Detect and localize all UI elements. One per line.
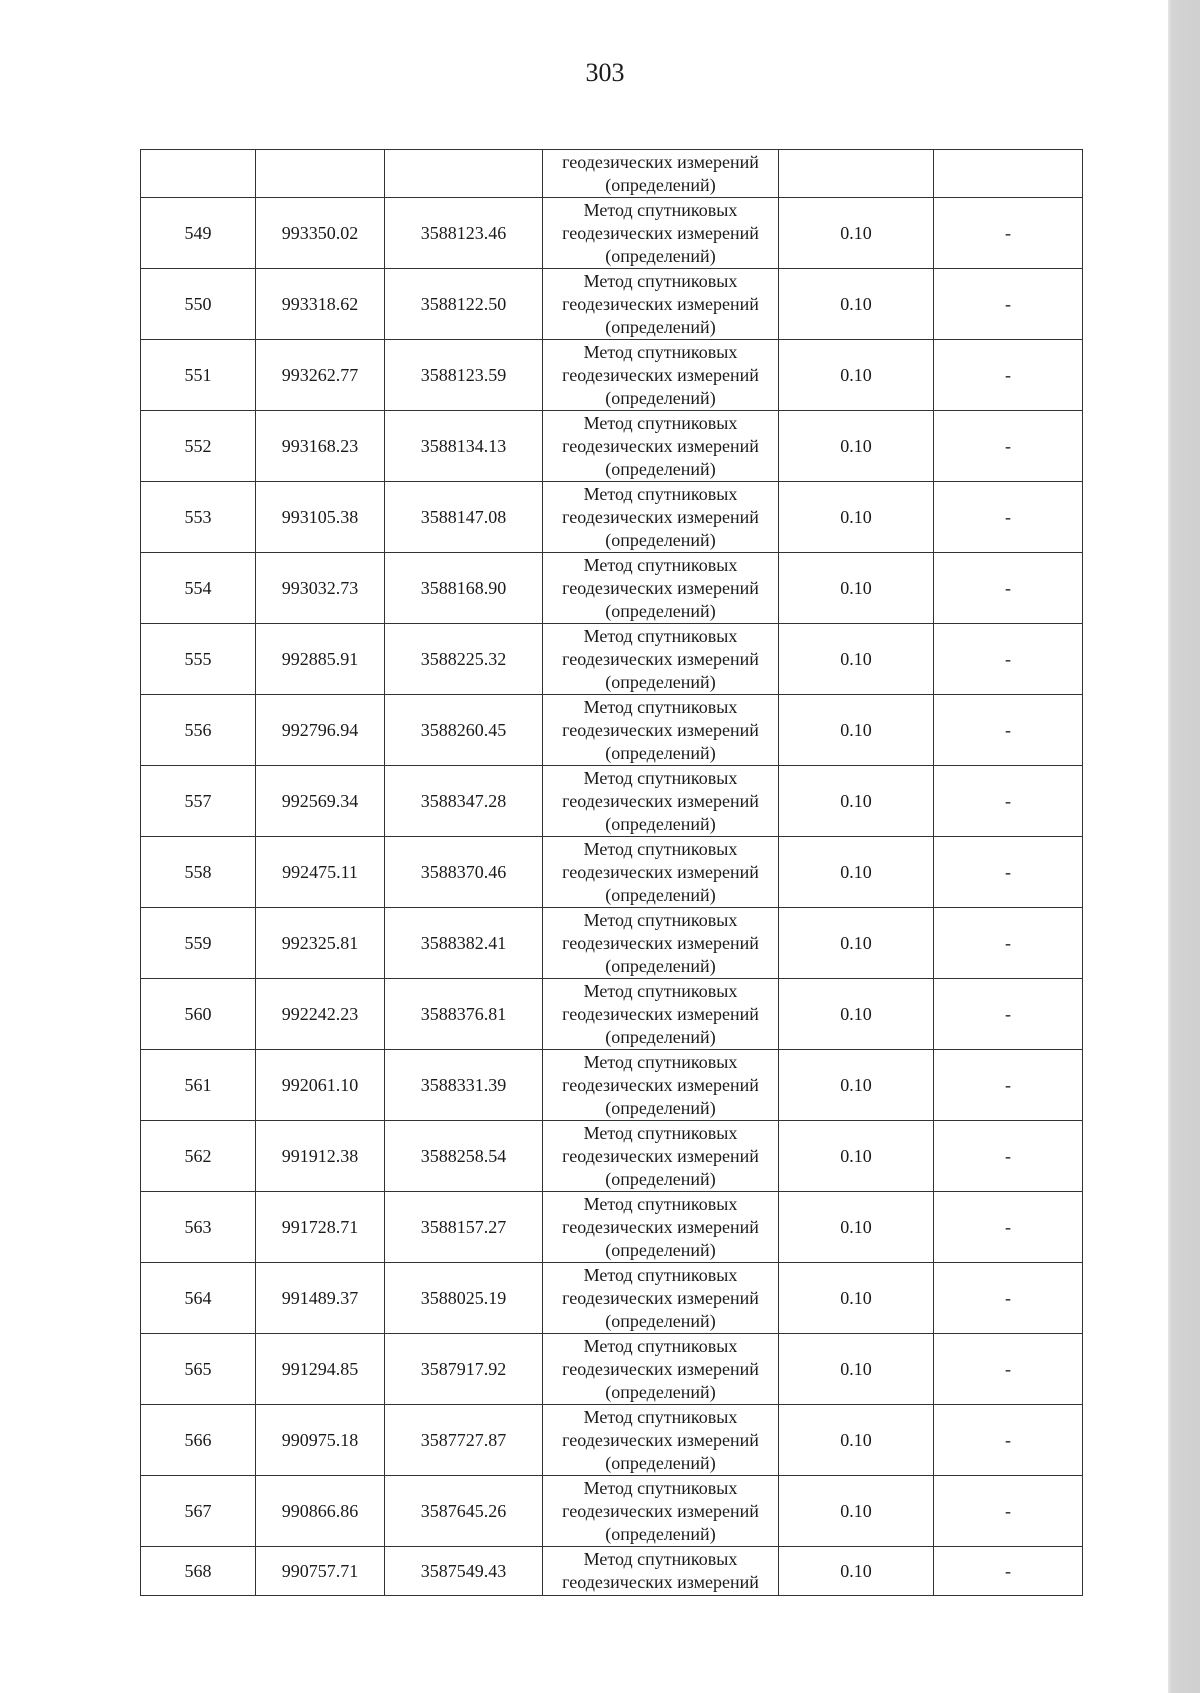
cell-method [543,340,779,411]
method-line: геодезических измерений [562,1358,759,1379]
cell-number: 553 [141,482,256,553]
method-line: Метод спутниковых [583,1264,738,1285]
method-line: (определений) [605,813,716,834]
cell-note: - [934,340,1083,411]
table-row [141,1121,1083,1192]
method-line: Метод спутниковых [583,412,738,433]
cell-y: 3588157.27 [385,1192,543,1263]
cell-accuracy: 0.10 [779,1192,934,1263]
cell-number: 560 [141,979,256,1050]
cell-accuracy: 0.10 [779,837,934,908]
cell-number [141,150,256,198]
cell-number: 551 [141,340,256,411]
cell-note: - [934,1263,1083,1334]
cell-number: 558 [141,837,256,908]
cell-x: 993032.73 [256,553,385,624]
table-row [141,198,1083,269]
cell-y: 3588258.54 [385,1121,543,1192]
cell-method [543,269,779,340]
table-row [141,553,1083,624]
method-line: Метод спутниковых [583,1549,738,1569]
table-row [141,1050,1083,1121]
cell-number: 556 [141,695,256,766]
method-line: геодезических измерений [562,364,759,385]
cell-number: 563 [141,1192,256,1263]
method-line: (определений) [605,1523,716,1544]
cell-note: - [934,1547,1083,1596]
cell-method [543,1547,779,1596]
cell-method [543,1263,779,1334]
cell-accuracy: 0.10 [779,908,934,979]
method-line: Метод спутниковых [583,1193,738,1214]
method-line: (определений) [605,600,716,621]
cell-accuracy [779,150,934,198]
cell-y: 3588376.81 [385,979,543,1050]
method-line: (определений) [605,245,716,266]
cell-accuracy: 0.10 [779,1547,934,1596]
cell-y: 3588134.13 [385,411,543,482]
table-row [141,1263,1083,1334]
cell-number: 565 [141,1334,256,1405]
table-row [141,624,1083,695]
method-line: (определений) [605,955,716,976]
cell-method [543,198,779,269]
cell-x: 992475.11 [256,837,385,908]
cell-x: 990757.71 [256,1547,385,1596]
cell-note: - [934,624,1083,695]
cell-method [543,624,779,695]
cell-note: - [934,695,1083,766]
cell-note: - [934,1050,1083,1121]
cell-accuracy: 0.10 [779,695,934,766]
cell-x: 992242.23 [256,979,385,1050]
method-line: (определений) [605,174,716,195]
cell-accuracy: 0.10 [779,411,934,482]
cell-x: 990975.18 [256,1405,385,1476]
cell-y: 3588331.39 [385,1050,543,1121]
cell-number: 561 [141,1050,256,1121]
cell-x: 993168.23 [256,411,385,482]
method-line: (определений) [605,1097,716,1118]
cell-y [385,150,543,198]
cell-x [256,150,385,198]
cell-accuracy: 0.10 [779,624,934,695]
table-row [141,1547,1083,1596]
cell-note: - [934,908,1083,979]
cell-x: 992569.34 [256,766,385,837]
method-line: геодезических измерений [562,222,759,243]
cell-accuracy: 0.10 [779,1050,934,1121]
cell-y: 3588382.41 [385,908,543,979]
cell-number: 566 [141,1405,256,1476]
cell-note: - [934,837,1083,908]
method-line: Метод спутниковых [583,838,738,859]
method-line: геодезических измерений [562,790,759,811]
cell-method [543,695,779,766]
page-edge-shadow [1168,0,1200,1693]
cell-number: 554 [141,553,256,624]
cell-note: - [934,1405,1083,1476]
method-line: (определений) [605,1026,716,1047]
cell-x: 993105.38 [256,482,385,553]
cell-accuracy: 0.10 [779,1334,934,1405]
method-line: Метод спутниковых [583,341,738,362]
cell-note: - [934,198,1083,269]
method-line: геодезических измерений [562,577,759,598]
method-line: геодезических измерений [562,293,759,314]
cell-accuracy: 0.10 [779,1476,934,1547]
method-line: (определений) [605,1452,716,1473]
method-line: Метод спутниковых [583,1122,738,1143]
cell-accuracy: 0.10 [779,482,934,553]
method-line: геодезических измерений [562,435,759,456]
method-line: геодезических измерений [562,1216,759,1237]
cell-note [934,150,1083,198]
cell-method [543,1121,779,1192]
cell-method [543,411,779,482]
table-row [141,411,1083,482]
cell-accuracy: 0.10 [779,1405,934,1476]
cell-method [543,1405,779,1476]
cell-method [543,1192,779,1263]
cell-accuracy: 0.10 [779,979,934,1050]
method-line: геодезических измерений [562,932,759,953]
method-line: Метод спутниковых [583,1477,738,1498]
method-line: Метод спутниковых [583,696,738,717]
method-line: геодезических измерений [562,151,759,172]
cell-method [543,1476,779,1547]
cell-method [543,482,779,553]
method-line: геодезических измерений [562,1074,759,1095]
method-line: геодезических измерений [562,1287,759,1308]
method-line: геодезических измерений [562,1003,759,1024]
cell-y: 3588123.59 [385,340,543,411]
cell-accuracy: 0.10 [779,1263,934,1334]
table-row [141,1476,1083,1547]
cell-y: 3588225.32 [385,624,543,695]
cell-method [543,766,779,837]
cell-note: - [934,1121,1083,1192]
table-row [141,482,1083,553]
cell-note: - [934,1334,1083,1405]
table-row [141,908,1083,979]
cell-y: 3588168.90 [385,553,543,624]
cell-x: 991489.37 [256,1263,385,1334]
table-row [141,695,1083,766]
cell-x: 993318.62 [256,269,385,340]
cell-note: - [934,269,1083,340]
method-line: геодезических измерений [562,1429,759,1450]
cell-accuracy: 0.10 [779,269,934,340]
method-line: (определений) [605,316,716,337]
method-line: Метод спутниковых [583,767,738,788]
method-line: Метод спутниковых [583,1406,738,1427]
cell-y: 3588122.50 [385,269,543,340]
table-row [141,1192,1083,1263]
cell-note: - [934,979,1083,1050]
table-row [141,1334,1083,1405]
cell-number: 552 [141,411,256,482]
cell-number: 562 [141,1121,256,1192]
cell-method [543,1050,779,1121]
page-number: 303 [585,58,625,87]
method-line: геодезических измерений [562,1145,759,1166]
continuation-row [141,150,1083,198]
method-line: (определений) [605,1239,716,1260]
method-line: геодезических измерений [562,1500,759,1521]
cell-y: 3588347.28 [385,766,543,837]
cell-number: 568 [141,1547,256,1596]
cell-number: 559 [141,908,256,979]
cell-method [543,979,779,1050]
cell-note: - [934,1476,1083,1547]
method-line: геодезических измерений [562,648,759,669]
method-line: геодезических измерений [562,1572,759,1592]
cell-x: 992885.91 [256,624,385,695]
cell-number: 550 [141,269,256,340]
table-row [141,1405,1083,1476]
cell-x: 993350.02 [256,198,385,269]
method-line: геодезических измерений [562,506,759,527]
cell-x: 992061.10 [256,1050,385,1121]
cell-y: 3587917.92 [385,1334,543,1405]
cell-method [543,837,779,908]
cell-x: 992325.81 [256,908,385,979]
cell-x: 991728.71 [256,1192,385,1263]
cell-y: 3587727.87 [385,1405,543,1476]
cell-note: - [934,482,1083,553]
cell-accuracy: 0.10 [779,340,934,411]
cell-note: - [934,766,1083,837]
cell-x: 990866.86 [256,1476,385,1547]
cell-y: 3588370.46 [385,837,543,908]
method-line: геодезических измерений [562,719,759,740]
cell-number: 549 [141,198,256,269]
cell-method [543,553,779,624]
method-line: (определений) [605,1310,716,1331]
method-line: (определений) [605,742,716,763]
cell-method [543,908,779,979]
coordinates-table [140,149,1083,1596]
cell-y: 3588025.19 [385,1263,543,1334]
method-line: (определений) [605,884,716,905]
cell-accuracy: 0.10 [779,1121,934,1192]
cell-accuracy: 0.10 [779,198,934,269]
method-line: Метод спутниковых [583,270,738,291]
cell-accuracy: 0.10 [779,553,934,624]
cell-number: 564 [141,1263,256,1334]
cell-note: - [934,553,1083,624]
method-line: (определений) [605,1381,716,1402]
table-row [141,979,1083,1050]
cell-accuracy: 0.10 [779,766,934,837]
method-line: Метод спутниковых [583,625,738,646]
cell-x: 991912.38 [256,1121,385,1192]
cell-y: 3588260.45 [385,695,543,766]
method-line: геодезических измерений [562,861,759,882]
cell-y: 3588123.46 [385,198,543,269]
method-line: (определений) [605,387,716,408]
method-line: Метод спутниковых [583,1051,738,1072]
cell-y: 3587549.43 [385,1547,543,1596]
cell-method [543,150,779,198]
cell-number: 567 [141,1476,256,1547]
cell-x: 991294.85 [256,1334,385,1405]
cell-method [543,1334,779,1405]
method-line: Метод спутниковых [583,1335,738,1356]
cell-x: 993262.77 [256,340,385,411]
method-line: (определений) [605,529,716,550]
table-row [141,269,1083,340]
method-line: Метод спутниковых [583,980,738,1001]
table-row [141,340,1083,411]
method-line: Метод спутниковых [583,554,738,575]
cell-note: - [934,1192,1083,1263]
method-line: Метод спутниковых [583,483,738,504]
method-line: (определений) [605,458,716,479]
method-line: Метод спутниковых [583,199,738,220]
cell-number: 555 [141,624,256,695]
method-line: (определений) [605,1168,716,1189]
table-row [141,837,1083,908]
cell-note: - [934,411,1083,482]
cell-y: 3587645.26 [385,1476,543,1547]
cell-number: 557 [141,766,256,837]
cell-y: 3588147.08 [385,482,543,553]
method-line: Метод спутниковых [583,909,738,930]
table-row [141,766,1083,837]
method-line: (определений) [605,671,716,692]
cell-x: 992796.94 [256,695,385,766]
